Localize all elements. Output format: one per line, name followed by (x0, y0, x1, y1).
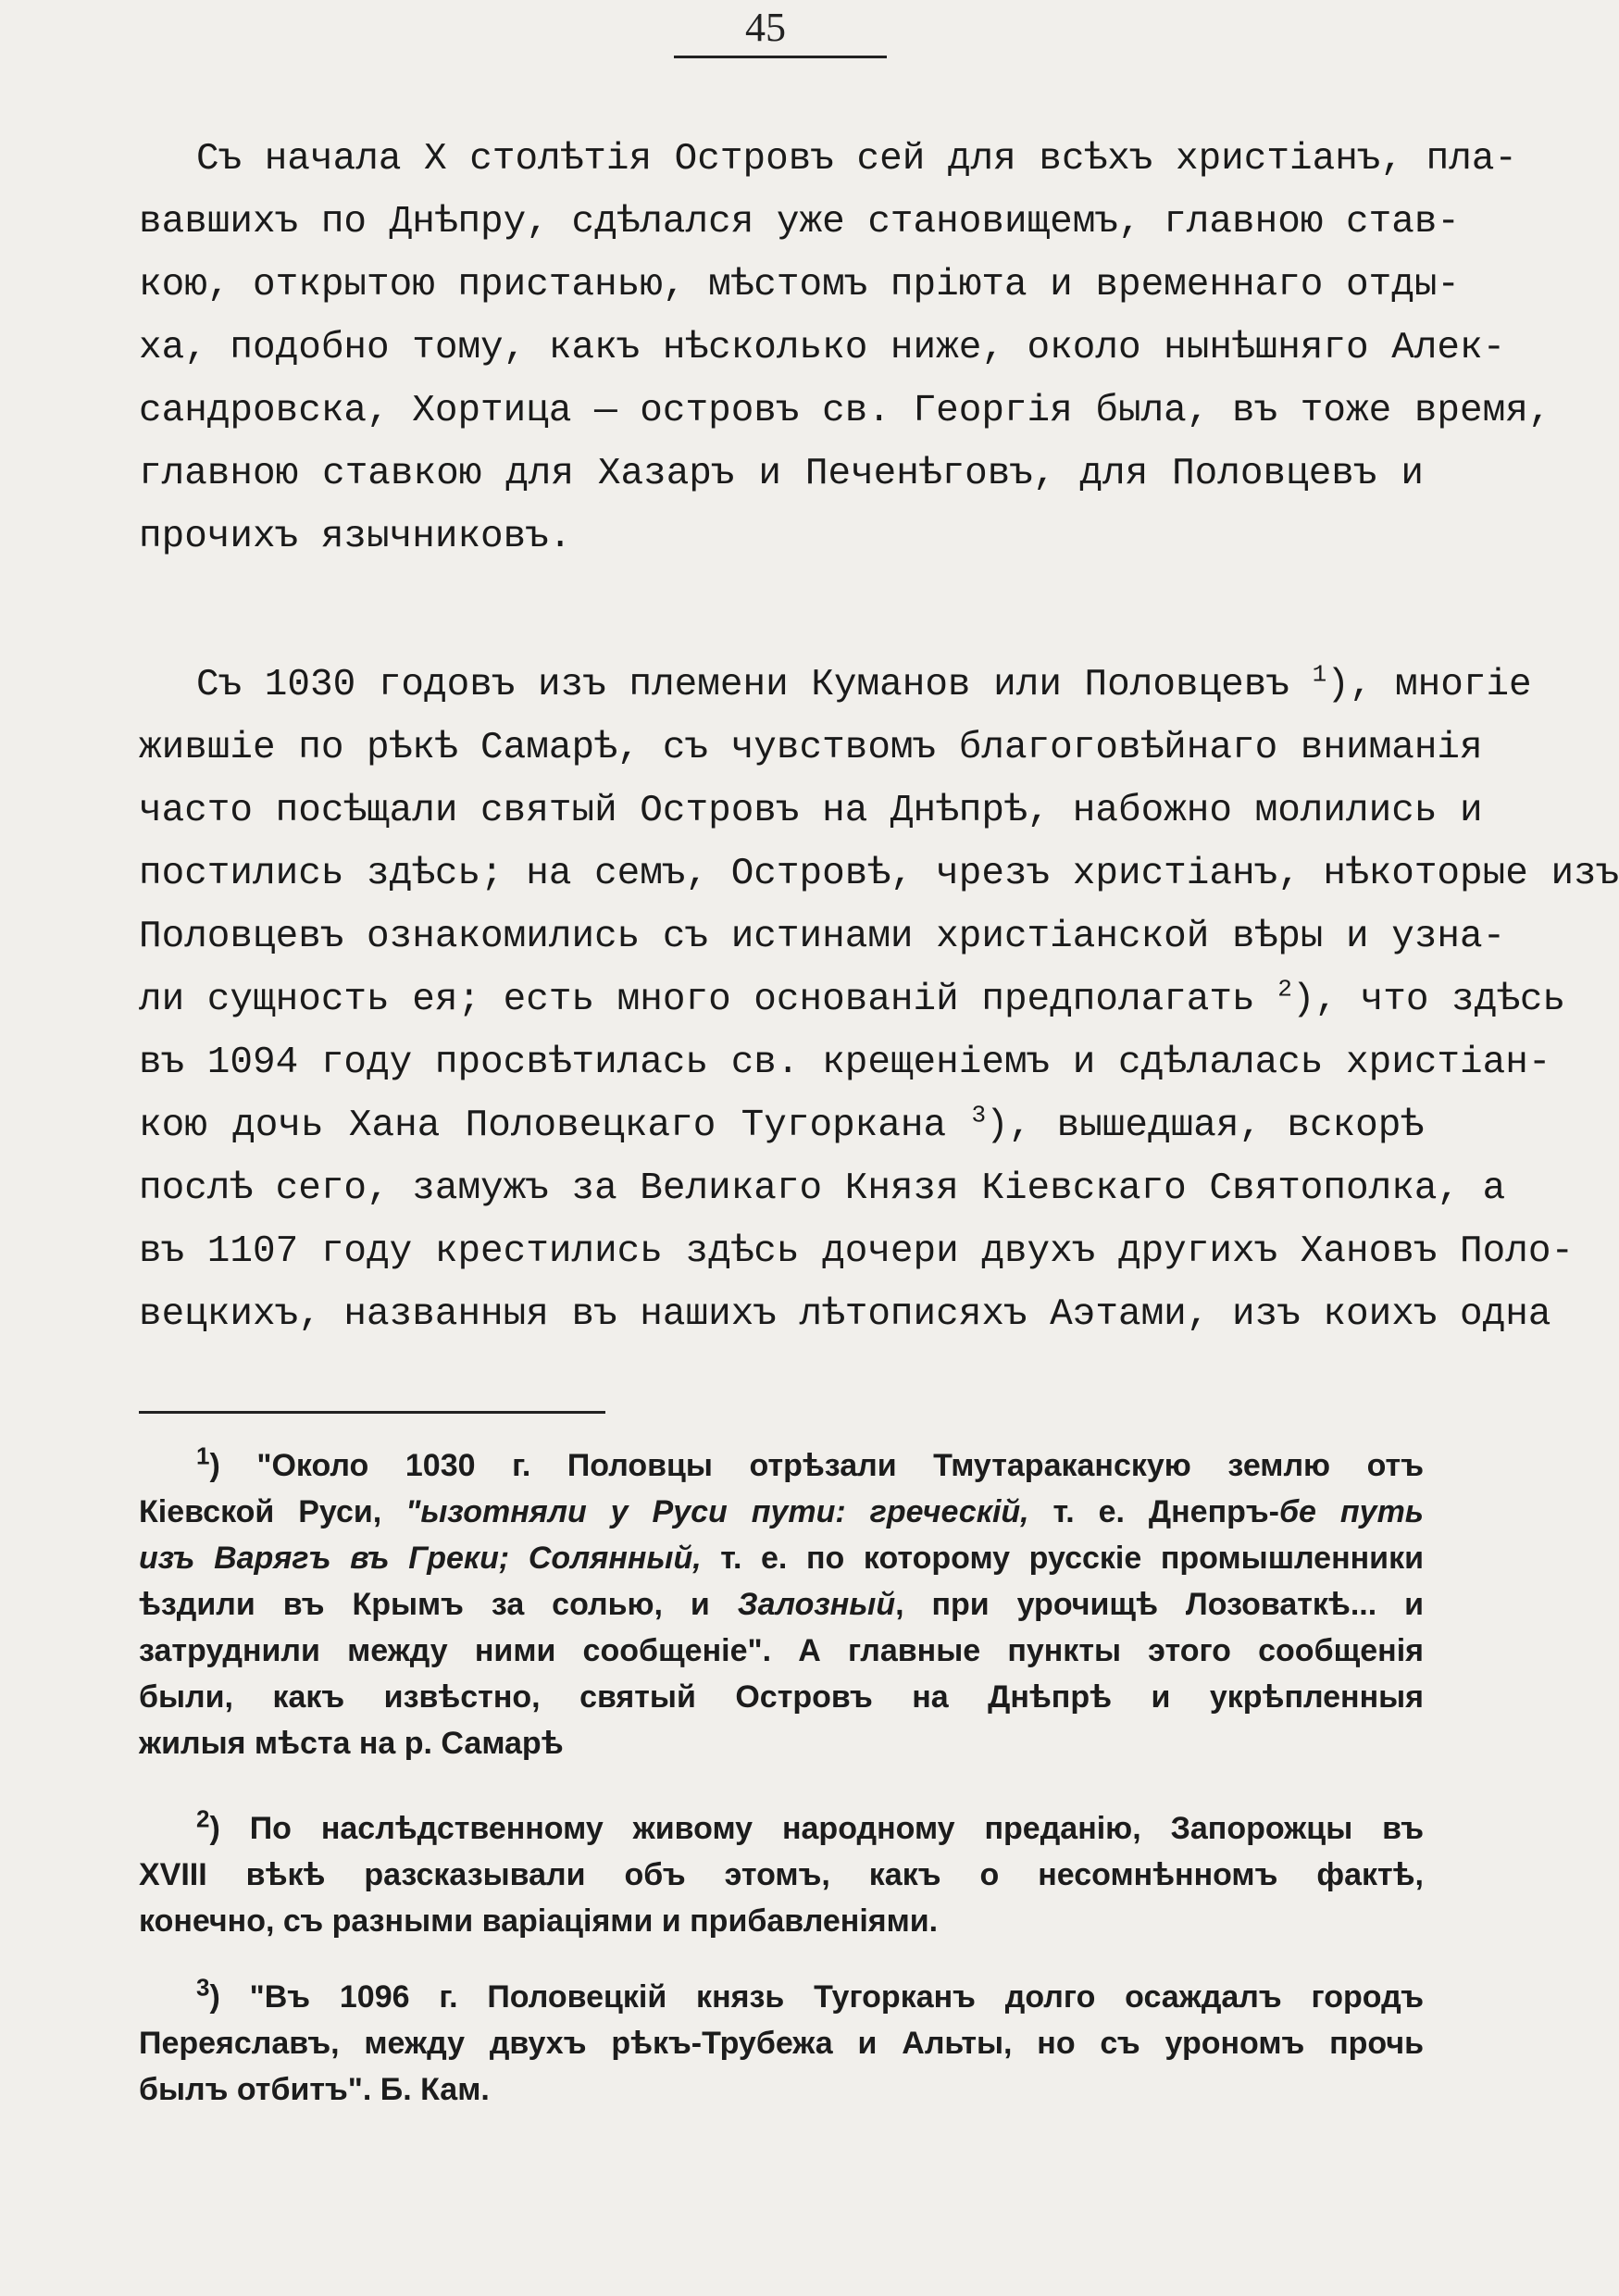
footnote-1-line-5: затруднили между ними сообщеніе". А главные пункты этого сообщенія (139, 1633, 1424, 1668)
text-segment: ли сущность ея; есть много основаній предполагать (139, 979, 1278, 1021)
footnote-3-marker: 3 (196, 1973, 210, 2002)
footnote-3-line-1 (139, 1974, 1424, 2020)
footnote-1 (139, 1442, 1424, 1766)
paragraph-1-line-3: кою, открытою пристанью, мѣстомъ пріюта и временнаго отды- (139, 264, 1461, 306)
paragraph-2 (139, 654, 1619, 1346)
footnote-2 (139, 1805, 1424, 1944)
footnote-1-line-6: были, какъ извѣстно, святый Островъ на Днѣпрѣ и укрѣпленныя (139, 1679, 1424, 1715)
text-segment: ), вышедшая, вскорѣ (986, 1104, 1424, 1147)
footnote-3 (139, 1974, 1424, 2113)
italic-segment: бе путь (1278, 1494, 1424, 1529)
text-segment: ѣздили въ Крымъ за солью, и (139, 1587, 738, 1622)
footnote-3-line-3: былъ отбитъ". Б. Кам. (139, 2072, 490, 2107)
page-number-rule (674, 56, 887, 58)
text-segment: кою дочь Хана Половецкаго Тугоркана (139, 1104, 972, 1147)
paragraph-1-line-7: прочихъ язычниковъ. (139, 516, 572, 558)
footnote-1-line-3 (139, 1535, 1424, 1581)
text-segment: ) "Около 1030 г. Половцы отрѣзали Тмутараканскую землю отъ (209, 1448, 1424, 1483)
paragraph-1 (139, 128, 1551, 568)
paragraph-2-line-8 (139, 1094, 1424, 1157)
text-segment: Кіевской Руси, (139, 1494, 406, 1529)
footnote-2-line-2: XVIII вѣкѣ разсказывали объ этомъ, какъ о несомнѣнномъ фактѣ, (139, 1857, 1424, 1892)
text-segment: т. е. Днепръ- (1028, 1494, 1279, 1529)
paragraph-1-line-1: Съ начала Х столѣтія Островъ сей для всѣхъ христіанъ, пла- (196, 138, 1518, 181)
italic-segment: "ызотняли у Руси пути: греческій, (405, 1494, 1029, 1529)
paragraph-1-line-5: сандровска, Хортица — островъ св. Георгія была, въ тоже время, (139, 390, 1551, 432)
paragraph-2-line-6 (139, 968, 1566, 1031)
paragraph-2-line-10: въ 1107 году крестились здѣсь дочери двухъ другихъ Хановъ Поло- (139, 1230, 1575, 1273)
footnote-2-line-3: конечно, съ разными варіаціями и прибавленіями. (139, 1903, 939, 1939)
text-segment: ) По наслѣдственному живому народному преданію, Запорожцы въ (209, 1811, 1424, 1846)
footnote-1-line-2 (139, 1489, 1424, 1535)
paragraph-1-line-4: ха, подобно тому, какъ нѣсколько ниже, около нынѣшняго Алек- (139, 327, 1506, 369)
paragraph-2-line-1 (139, 654, 1532, 717)
text-segment: , при урочищѣ Лозоваткѣ... и (895, 1587, 1424, 1622)
footnote-2-marker: 2 (196, 1804, 210, 1833)
paragraph-2-line-4: постились здѣсь; на семъ, Островѣ, чрезъ христіанъ, нѣкоторые изъ (139, 853, 1619, 895)
footnote-ref-1: 1 (1312, 660, 1327, 689)
italic-segment: изъ Варягъ въ Греки; Солянный, (139, 1541, 702, 1576)
footnote-ref-2: 2 (1277, 975, 1292, 1004)
paragraph-1-line-6: главною ставкою для Хазаръ и Печенѣговъ, для Половцевъ и (139, 453, 1424, 495)
footnote-2-line-1 (139, 1805, 1424, 1852)
footnote-1-line-1 (139, 1442, 1424, 1489)
paragraph-2-line-7: въ 1094 году просвѣтилась св. крещеніемъ и сдѣлалась христіан- (139, 1042, 1551, 1084)
text-segment: т. е. по которому русскіе промышленники (701, 1541, 1424, 1576)
paragraph-2-line-11: вецкихъ, названныя въ нашихъ лѣтописяхъ Аэтами, изъ коихъ одна (139, 1293, 1551, 1336)
page-number: 45 (745, 5, 786, 50)
footnote-1-line-4 (139, 1581, 1424, 1628)
paragraph-2-line-9: послѣ сего, замужъ за Великаго Князя Кіевскаго Святополка, а (139, 1167, 1506, 1210)
footnote-ref-3: 3 (971, 1101, 987, 1129)
text-segment: Съ 1030 годовъ изъ племени Куманов или Половцевъ (196, 664, 1313, 706)
paragraph-2-line-3: часто посѣщали святый Островъ на Днѣпрѣ, набожно молились и (139, 790, 1483, 832)
text-segment: ), что здѣсь (1291, 979, 1566, 1021)
italic-segment: Залозный (737, 1587, 896, 1622)
text-segment: ) "Въ 1096 г. Половецкій князь Тугорканъ долго осаждалъ городъ (209, 1979, 1424, 2015)
footnote-separator (139, 1411, 605, 1414)
text-segment: ), многіе (1326, 664, 1532, 706)
footnote-1-line-7: жилыя мѣста на р. Самарѣ (139, 1726, 564, 1761)
footnote-3-line-2: Переяславъ, между двухъ рѣкъ-Трубежа и Альты, но съ урономъ прочь (139, 2026, 1424, 2061)
paragraph-2-line-2: жившіе по рѣкѣ Самарѣ, съ чувствомъ благоговѣйнаго вниманія (139, 727, 1483, 769)
paragraph-2-line-5: Половцевъ ознакомились съ истинами христіанской вѣры и узна- (139, 916, 1506, 958)
paragraph-1-line-2: вавшихъ по Днѣпру, сдѣлался уже становищемъ, главною став- (139, 201, 1461, 243)
footnote-1-marker: 1 (196, 1441, 210, 1470)
